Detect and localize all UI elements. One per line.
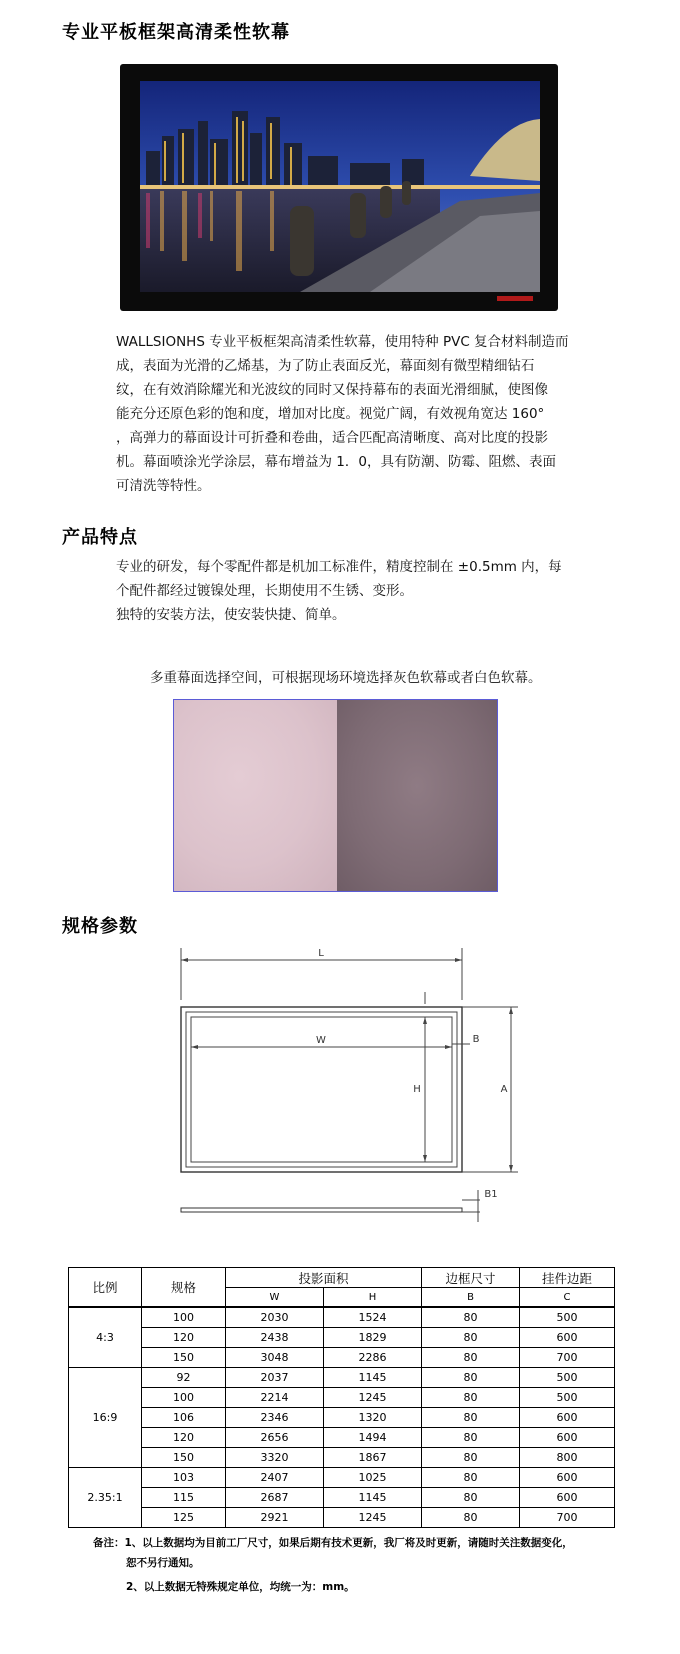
table-row [69, 1508, 615, 1528]
cell-w: 2921 [226, 1508, 324, 1528]
cell-b: 80 [422, 1428, 520, 1448]
cell-c: 600 [520, 1408, 615, 1428]
surface-swatches [173, 699, 498, 892]
cell-c: 700 [520, 1348, 615, 1368]
cell-h: 1867 [324, 1448, 422, 1468]
cell-spec: 150 [142, 1448, 226, 1468]
cell-c: 600 [520, 1468, 615, 1488]
cell-w: 2030 [226, 1307, 324, 1328]
cell-b: 80 [422, 1348, 520, 1368]
table-row [69, 1388, 615, 1408]
brand-logo-tag [497, 296, 533, 301]
header-frame: 边框尺寸 [422, 1268, 520, 1288]
cell-h: 1245 [324, 1388, 422, 1408]
cell-c: 800 [520, 1448, 615, 1468]
label-B1: B1 [484, 1189, 498, 1200]
notes [93, 1533, 653, 1597]
features-line: 个配件都经过镀镍处理，长期使用不生锈、变形。 [116, 583, 413, 599]
features-line: 独特的安装方法，使安装快捷、简单。 [116, 607, 346, 623]
header-area: 投影面积 [226, 1268, 422, 1288]
cell-spec: 150 [142, 1348, 226, 1368]
cell-h: 1025 [324, 1468, 422, 1488]
cell-b: 80 [422, 1488, 520, 1508]
header-ratio: 比例 [69, 1268, 142, 1308]
intro-paragraph [116, 330, 576, 498]
cell-b: 80 [422, 1408, 520, 1428]
ratio-cell: 4:3 [69, 1307, 142, 1368]
cell-spec: 125 [142, 1508, 226, 1528]
cell-c: 500 [520, 1307, 615, 1328]
intro-line: WALLSIONHS 专业平板框架高清柔性软幕，使用特种 PVC 复合材料制造而 [116, 334, 569, 350]
subheader-w: W [226, 1288, 324, 1308]
cell-w: 2687 [226, 1488, 324, 1508]
cell-w: 2656 [226, 1428, 324, 1448]
cell-h: 1245 [324, 1508, 422, 1528]
ratio-cell: 2.35:1 [69, 1468, 142, 1528]
cell-c: 700 [520, 1508, 615, 1528]
cell-w: 3048 [226, 1348, 324, 1368]
note-line: 2、以上数据无特殊规定单位，均统一为：mm。 [126, 1581, 355, 1593]
table-row [69, 1307, 615, 1328]
features-line: 专业的研发，每个零配件都是机加工标准件，精度控制在 ±0.5mm 内，每 [116, 559, 562, 575]
options-caption: 多重幕面选择空间，可根据现场环境选择灰色软幕或者白色软幕。 [150, 670, 542, 686]
cell-b: 80 [422, 1307, 520, 1328]
cell-b: 80 [422, 1388, 520, 1408]
subheader-b: B [422, 1288, 520, 1308]
table-row [69, 1488, 615, 1508]
cell-w: 3320 [226, 1448, 324, 1468]
subheader-h: H [324, 1288, 422, 1308]
intro-line: 成，表面为光滑的乙烯基，为了防止表面反光，幕面刻有微型精细钻石 [116, 358, 535, 374]
cell-c: 600 [520, 1428, 615, 1448]
header-hang: 挂件边距 [520, 1268, 615, 1288]
cell-c: 500 [520, 1388, 615, 1408]
table-row [69, 1368, 615, 1388]
cell-spec: 100 [142, 1388, 226, 1408]
note-line: 恕不另行通知。 [126, 1557, 200, 1569]
intro-line: 能充分还原色彩的饱和度，增加对比度。视觉广阔，有效视角宽达 160° [116, 406, 545, 422]
specs-heading: 规格参数 [62, 916, 138, 937]
page-title: 专业平板框架高清柔性软幕 [62, 22, 290, 43]
spec-table-body [69, 1307, 615, 1528]
table-row [69, 1348, 615, 1368]
dimension-diagram [0, 940, 680, 1240]
cell-w: 2438 [226, 1328, 324, 1348]
cell-spec: 106 [142, 1408, 226, 1428]
table-row [69, 1408, 615, 1428]
cell-c: 600 [520, 1328, 615, 1348]
cell-b: 80 [422, 1468, 520, 1488]
cell-h: 1524 [324, 1307, 422, 1328]
cell-h: 1829 [324, 1328, 422, 1348]
ratio-cell: 16:9 [69, 1368, 142, 1468]
cell-h: 1145 [324, 1368, 422, 1388]
cell-spec: 120 [142, 1428, 226, 1448]
cell-c: 500 [520, 1368, 615, 1388]
cell-w: 2037 [226, 1368, 324, 1388]
cell-spec: 115 [142, 1488, 226, 1508]
cell-b: 80 [422, 1508, 520, 1528]
features-paragraph [116, 555, 576, 627]
cell-spec: 120 [142, 1328, 226, 1348]
intro-line: 纹，在有效消除耀光和光波纹的同时又保持幕布的表面光滑细腻，使图像 [116, 382, 548, 398]
cell-h: 1494 [324, 1428, 422, 1448]
cell-b: 80 [422, 1368, 520, 1388]
cell-h: 1145 [324, 1488, 422, 1508]
cell-h: 2286 [324, 1348, 422, 1368]
label-L: L [318, 948, 324, 959]
cell-b: 80 [422, 1328, 520, 1348]
spec-table [68, 1267, 615, 1528]
intro-line: ，高弹力的幕面设计可折叠和卷曲，适合匹配高清晰度、高对比度的投影 [116, 430, 548, 446]
cell-h: 1320 [324, 1408, 422, 1428]
label-W: W [316, 1035, 326, 1046]
note-line: 备注：1、以上数据均为目前工厂尺寸，如果后期有技术更新，我厂将及时更新，请随时关注数据变化， [93, 1537, 573, 1549]
table-row [69, 1468, 615, 1488]
header-spec: 规格 [142, 1268, 226, 1308]
cell-w: 2407 [226, 1468, 324, 1488]
cell-spec: 100 [142, 1307, 226, 1328]
intro-line: 可清洗等特性。 [116, 478, 211, 494]
cell-spec: 92 [142, 1368, 226, 1388]
label-B: B [472, 1034, 480, 1045]
gray-surface-swatch [337, 700, 497, 891]
white-surface-swatch [174, 700, 337, 891]
cell-w: 2214 [226, 1388, 324, 1408]
label-H: H [413, 1084, 421, 1095]
subheader-c: C [520, 1288, 615, 1308]
cell-w: 2346 [226, 1408, 324, 1428]
product-photo-city-night [140, 81, 540, 292]
table-row [69, 1448, 615, 1468]
intro-line: 机。幕面喷涂光学涂层，幕布增益为 1．0，具有防潮、防霉、阻燃、表面 [116, 454, 556, 470]
table-row [69, 1428, 615, 1448]
cell-spec: 103 [142, 1468, 226, 1488]
cell-c: 600 [520, 1488, 615, 1508]
features-heading: 产品特点 [62, 527, 138, 548]
label-A: A [500, 1084, 508, 1095]
table-row [69, 1328, 615, 1348]
cell-b: 80 [422, 1448, 520, 1468]
